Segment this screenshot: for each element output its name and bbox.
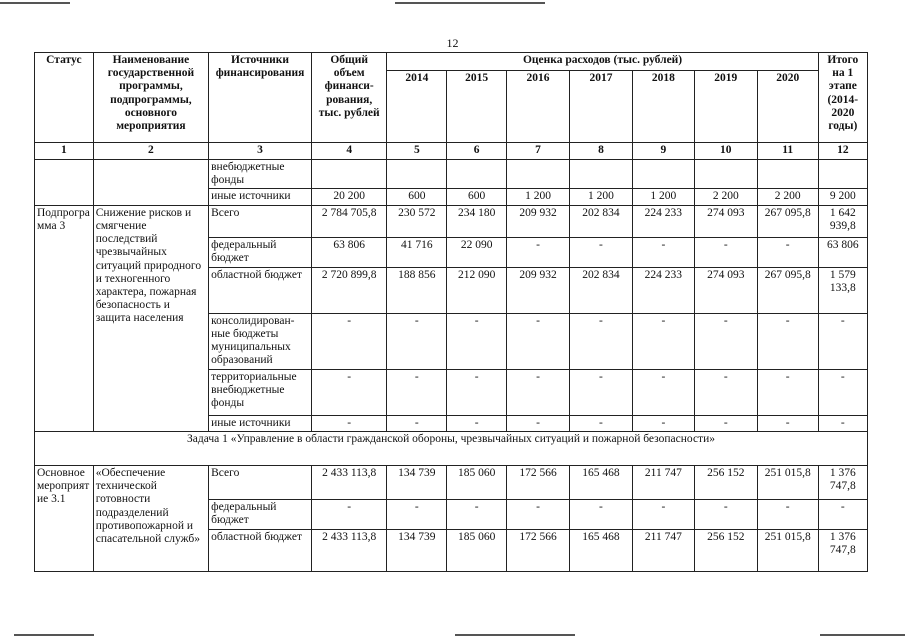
source-cell: федеральный бюджет [209,499,312,529]
value-cell: 22 090 [447,237,507,267]
source-cell: территориальные внебюджетные фонды [209,369,312,415]
bottom-rule-mid [455,634,575,636]
value-cell: 20 200 [311,189,387,205]
value-cell: - [694,369,757,415]
value-cell: - [387,369,447,415]
subprogram-status: Подпрограмма 3 [35,205,94,431]
value-cell: - [757,237,818,267]
value-cell: - [757,369,818,415]
source-cell: консолидирован-ные бюджеты муниципальных образований [209,313,312,369]
value-cell: - [447,313,507,369]
value-cell: - [818,313,867,369]
header-estimate: Оценка расходов (тыс. рублей) [387,53,818,71]
header-year: 2015 [447,71,507,143]
table-row [35,465,868,499]
value-cell: - [507,313,570,369]
value-cell: 1 376 747,8 [818,465,867,499]
main-event-status: Основное мероприятие 3.1 [35,465,94,571]
source-cell: Всего [209,465,312,499]
value-cell [447,160,507,189]
value-cell: 63 806 [311,237,387,267]
value-cell: 185 060 [447,529,507,571]
column-number: 5 [387,143,447,160]
column-number: 12 [818,143,867,160]
bottom-rule-left [14,634,94,636]
value-cell: 274 093 [694,267,757,313]
value-cell: - [632,237,694,267]
value-cell [569,160,632,189]
column-number-row [35,143,868,160]
value-cell: 211 747 [632,465,694,499]
table-row [35,160,868,189]
top-rule-right [395,2,545,4]
value-cell: 274 093 [694,205,757,237]
value-cell: 2 200 [694,189,757,205]
header-year: 2017 [569,71,632,143]
value-cell: - [569,237,632,267]
source-cell: Всего [209,205,312,237]
value-cell: - [507,499,570,529]
source-cell: иные источники [209,189,312,205]
value-cell: 256 152 [694,465,757,499]
column-number: 2 [93,143,208,160]
value-cell: 2 720 899,8 [311,267,387,313]
value-cell: - [311,369,387,415]
value-cell: - [387,415,447,431]
value-cell: - [632,369,694,415]
value-cell: - [569,415,632,431]
source-cell: внебюджетные фонды [209,160,312,189]
value-cell [311,160,387,189]
value-cell: 1 579 133,8 [818,267,867,313]
task-row [35,431,868,465]
value-cell: 41 716 [387,237,447,267]
value-cell: 1 642 939,8 [818,205,867,237]
value-cell: - [632,499,694,529]
value-cell: 202 834 [569,267,632,313]
value-cell: 251 015,8 [757,465,818,499]
value-cell: 267 095,8 [757,205,818,237]
value-cell: 1 200 [507,189,570,205]
column-number: 1 [35,143,94,160]
value-cell: 9 200 [818,189,867,205]
status-cell [35,160,94,206]
value-cell: 224 233 [632,267,694,313]
value-cell: - [632,313,694,369]
value-cell: - [507,415,570,431]
source-cell: федеральный бюджет [209,237,312,267]
value-cell: 600 [447,189,507,205]
main-event-name: «Обеспечение технической готовности подразделений противопожарной и спасательной служб» [93,465,208,571]
value-cell [694,160,757,189]
name-cell [93,160,208,206]
value-cell [632,160,694,189]
value-cell: 251 015,8 [757,529,818,571]
column-number: 6 [447,143,507,160]
value-cell [507,160,570,189]
page-number: 12 [446,36,459,50]
value-cell: 234 180 [447,205,507,237]
column-number: 8 [569,143,632,160]
column-number: 3 [209,143,312,160]
value-cell: - [507,369,570,415]
value-cell: - [757,415,818,431]
value-cell: - [507,237,570,267]
value-cell: 209 932 [507,205,570,237]
value-cell: - [447,415,507,431]
value-cell: - [387,313,447,369]
value-cell [387,160,447,189]
value-cell: 165 468 [569,465,632,499]
column-number: 9 [632,143,694,160]
header-year: 2014 [387,71,447,143]
value-cell: 2 200 [757,189,818,205]
header-sources: Источники финансирования [209,53,312,143]
value-cell: - [694,237,757,267]
column-number: 7 [507,143,570,160]
value-cell: - [694,313,757,369]
header-status: Статус [35,53,94,143]
value-cell: 1 200 [632,189,694,205]
value-cell: 2 784 705,8 [311,205,387,237]
value-cell: - [447,499,507,529]
value-cell: 172 566 [507,465,570,499]
value-cell [757,160,818,189]
value-cell: - [757,313,818,369]
value-cell: 2 433 113,8 [311,529,387,571]
value-cell: 1 376 747,8 [818,529,867,571]
value-cell: 211 747 [632,529,694,571]
budget-table [34,52,868,572]
task-title: Задача 1 «Управление в области гражданской обороны, чрезвычайных ситуаций и пожарной безопасности» [35,431,868,465]
value-cell: 134 739 [387,465,447,499]
value-cell: - [569,369,632,415]
source-cell: иные источники [209,415,312,431]
value-cell: 212 090 [447,267,507,313]
value-cell: - [569,313,632,369]
column-number: 10 [694,143,757,160]
value-cell: - [632,415,694,431]
value-cell: - [694,415,757,431]
value-cell: 165 468 [569,529,632,571]
header-year: 2016 [507,71,570,143]
value-cell: - [387,499,447,529]
table-row [35,205,868,237]
value-cell: 202 834 [569,205,632,237]
value-cell: 188 856 [387,267,447,313]
bottom-rule-right [820,634,905,636]
value-cell: 230 572 [387,205,447,237]
value-cell: - [311,499,387,529]
value-cell [818,160,867,189]
value-cell: 63 806 [818,237,867,267]
subprogram-name: Снижение рисков и смягчение последствий чрезвычайных ситуаций природного и техногенного характера, пожарная безопасность и защита населения [93,205,208,431]
header-year: 2020 [757,71,818,143]
column-number: 11 [757,143,818,160]
top-rule-left [0,2,70,4]
value-cell: 209 932 [507,267,570,313]
header-total: Общий объем финанси-рования, тыс. рублей [311,53,387,143]
value-cell: 600 [387,189,447,205]
value-cell: - [757,499,818,529]
value-cell: - [311,313,387,369]
value-cell: 185 060 [447,465,507,499]
value-cell: 267 095,8 [757,267,818,313]
value-cell: - [818,369,867,415]
value-cell: 134 739 [387,529,447,571]
value-cell: 2 433 113,8 [311,465,387,499]
value-cell: 172 566 [507,529,570,571]
header-year: 2018 [632,71,694,143]
value-cell: - [447,369,507,415]
value-cell: - [818,415,867,431]
source-cell: областной бюджет [209,267,312,313]
value-cell: - [569,499,632,529]
header-name: Наименование государственной программы, подпрограммы, основного мероприятия [93,53,208,143]
header-year: 2019 [694,71,757,143]
value-cell: 224 233 [632,205,694,237]
header-stage-total: Итого на 1 этапе (2014-2020 годы) [818,53,867,143]
value-cell: - [818,499,867,529]
value-cell: - [694,499,757,529]
value-cell: - [311,415,387,431]
value-cell: 1 200 [569,189,632,205]
value-cell: 256 152 [694,529,757,571]
source-cell: областной бюджет [209,529,312,571]
column-number: 4 [311,143,387,160]
